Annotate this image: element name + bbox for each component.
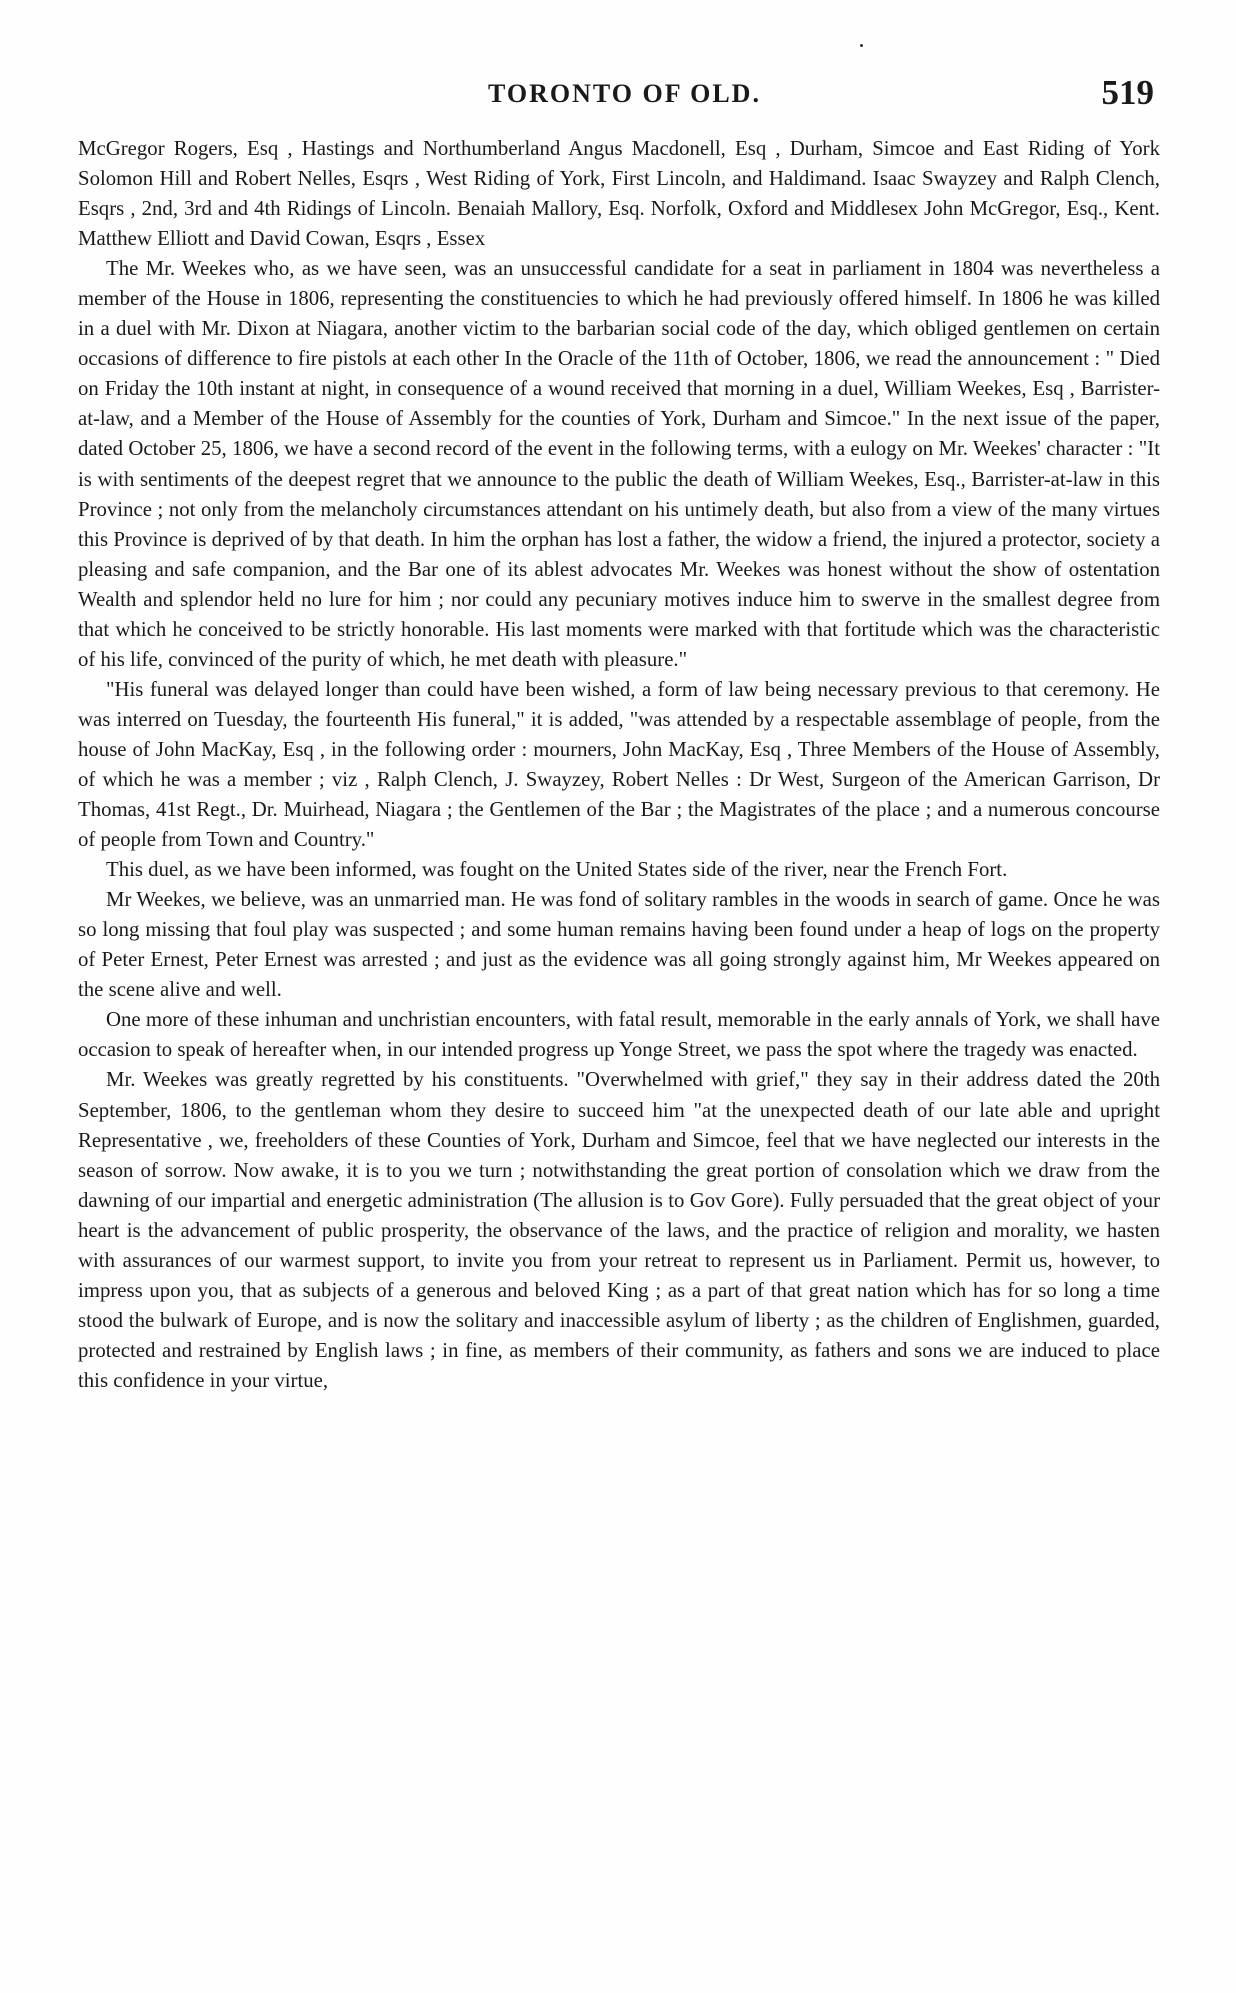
paragraph-inhuman-encounters: One more of these inhuman and unchristian encounters, with fatal result, memorable in the early annals of York, we shall have occasion to speak of hereafter when, in our intended progress up Yonge Street, we pass the spot where the tragedy was enacted. bbox=[78, 1008, 1160, 1062]
running-header bbox=[0, 73, 1236, 114]
paragraph-weekes-rambles: Mr Weekes, we believe, was an unmarried man. He was fond of solitary rambles in the woods in search of game. Once he was so long missing that foul play was suspected ; and some human remains having been found under a heap of logs on the property of Peter Ernest, Peter Ernest was arrested ; and just as the evidence was all going strongly against him, Mr Weekes appeared on the scene alive and well. bbox=[78, 888, 1160, 1002]
paragraph-duel-location: This duel, as we have been informed, was fought on the United States side of the river, near the French Fort. bbox=[106, 858, 1008, 882]
paragraph-weekes-duel: The Mr. Weekes who, as we have seen, was an unsuccessful candidate for a seat in parliament in 1804 was nevertheless a member of the House in 1806, representing the constituencies to which he had previously offered himself. In 1806 he was killed in a duel with Mr. Dixon at Niagara, another victim to the barbarian social code of the day, which obliged gentlemen on certain occasions of difference to fire pistols at each other In the Oracle of the 11th of October, 1806, we read the announcement : " Died on Friday the 10th instant at night, in consequence of a wound received that morning in a duel, William Weekes, Esq , Barrister-at-law, and a Member of the House of Assembly for the counties of York, Durham and Simcoe." In the next issue of the paper, dated October 25, 1806, we have a second record of the event in the following terms, with a eulogy on Mr. Weekes' character : "It is with sentiments of the deepest regret that we announce to the public the death of William Weekes, Esq., Barrister-at-law in this Province ; not only from the melancholy circumstances attendant on his untimely death, but also from a view of the many virtues this Province is deprived of by that death. In him the orphan has lost a father, the widow a friend, the injured a protector, society a pleasing and safe companion, and the Bar one of its ablest advocates Mr. Weekes was honest without the show of ostentation Wealth and splendor held no lure for him ; nor could any pecuniary motives induce him to swerve in the smallest degree from that which he conceived to be strictly honorable. His last moments were marked with that fortitude which was the characteristic of his life, convinced of the purity of which, he met death with pleasure." bbox=[78, 257, 1160, 671]
paragraph-member-list: McGregor Rogers, Esq , Hastings and Northumberland Angus Macdonell, Esq , Durham, Simcoe and East Riding of York Solomon Hill and Robert Nelles, Esqrs , West Riding of York, First Lincoln, and Haldimand. Isaac Swayzey and Ralph Clench, Esqrs , 2nd, 3rd and 4th Ridings of Lincoln. Benaiah Mallory, Esq. Norfolk, Oxford and Middlesex John McGregor, Esq., Kent. Matthew Elliott and David Cowan, Esqrs , Essex bbox=[78, 137, 1160, 251]
body-text bbox=[78, 134, 1160, 1396]
page-number: 519 bbox=[1101, 73, 1154, 112]
running-title: TORONTO OF OLD. bbox=[488, 79, 761, 108]
paragraph-funeral: "His funeral was delayed longer than could have been wished, a form of law being necessary previous to that ceremony. He was interred on Tuesday, the fourteenth His funeral," it is added, "was attended by a respectable assemblage of people, from the house of John MacKay, Esq , in the following order : mourners, John MacKay, Esq , Three Members of the House of Assembly, of which he was a member ; viz , Ralph Clench, J. Swayzey, Robert Nelles : Dr West, Surgeon of the American Garrison, Dr Thomas, 41st Regt., Dr. Muirhead, Niagara ; the Gentlemen of the Bar ; the Magistrates of the place ; and a numerous concourse of people from Town and Country." bbox=[78, 677, 1160, 852]
paragraph-constituents-address: Mr. Weekes was greatly regretted by his constituents. "Overwhelmed with grief," they say in their address dated the 20th September, 1806, to the gentleman whom they desire to succeed him "at the unexpected death of our late able and upright Representative , we, freeholders of these Counties of York, Durham and Simcoe, feel that we have neglected our interests in the season of sorrow. Now awake, it is to you we turn ; notwithstanding the great portion of consolation which we draw from the dawning of our impartial and energetic administration (The allusion is to Gov Gore). Fully persuaded that the great object of your heart is the advancement of public prosperity, the observance of the laws, and the practice of religion and morality, we hasten with assurances of our warmest support, to invite you from your retreat to represent us in Parliament. Permit us, however, to impress upon you, that as subjects of a generous and beloved King ; as a part of that great nation which has for so long a time stood the bulwark of Europe, and is now the solitary and inaccessible asylum of liberty ; as the children of Englishmen, guarded, protected and restrained by English laws ; in fine, as members of their community, as fathers and sons we are induced to place this confidence in your virtue, bbox=[78, 1068, 1160, 1392]
ink-speck bbox=[860, 44, 863, 47]
